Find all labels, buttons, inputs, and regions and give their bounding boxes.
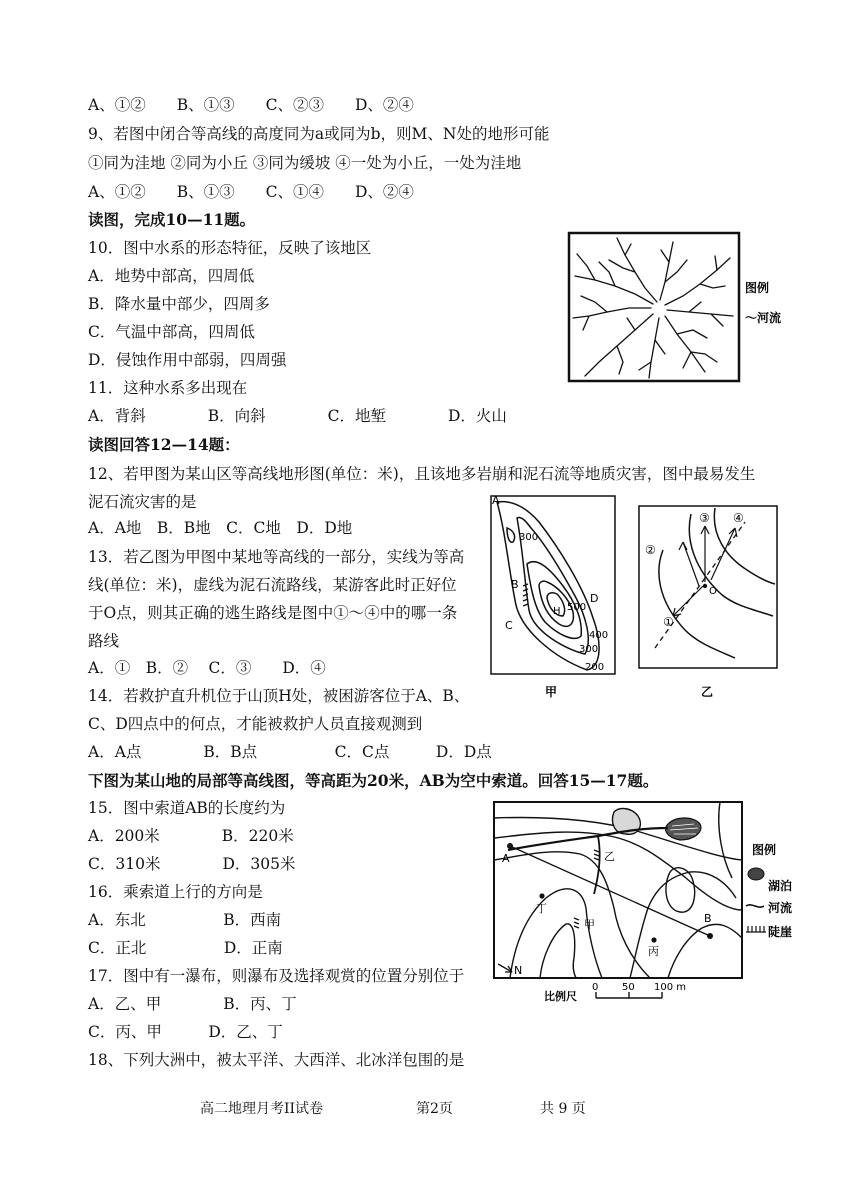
- q13-stem-cont: 线(单位：米)，虚线为泥石流路线，某游客此时正好位: [88, 576, 457, 594]
- q10-stem: 10．图中水系的形态特征，反映了该地区: [88, 239, 372, 257]
- legend-lake-label: 湖泊: [768, 879, 793, 893]
- q17-options-cd: C．丙、甲 D．乙、丁: [88, 1023, 283, 1041]
- q10-option-a: A．地势中部高，四周低: [88, 267, 255, 285]
- point-a: [507, 843, 513, 849]
- legend-lake-symbol: [748, 868, 764, 880]
- route-3-label: ③: [699, 511, 710, 525]
- q14-stem-cont: C、D四点中的何点，才能被救护人员直接观测到: [88, 715, 423, 733]
- label-c: C: [505, 619, 513, 632]
- legend-river-symbol: [746, 905, 764, 907]
- q12-options: A．A地 B．B地 C．C地 D．D地: [88, 519, 353, 537]
- label-bing: 丙: [648, 945, 659, 958]
- contour-map-figure: [485, 490, 785, 706]
- q18-stem: 18、下列大洲中，被太平洋、大西洋、北冰洋包围的是: [88, 1051, 465, 1069]
- legend-title: 图例: [745, 281, 770, 295]
- contour-lines-yi: [659, 508, 775, 658]
- point-ding: [539, 893, 544, 898]
- label-a: A: [492, 494, 500, 507]
- q9-options: A、①② B、①③ C、①④ D、②④: [88, 183, 414, 201]
- contour-label-400: 400: [589, 630, 609, 641]
- ropeway-contour-figure: [490, 798, 810, 1010]
- point-b: [707, 933, 713, 939]
- q17-stem: 17．图中有一瀑布，则瀑布及选择观赏的位置分别位于: [88, 967, 465, 985]
- q16-stem: 16．乘索道上行的方向是: [88, 883, 263, 901]
- debris-flow-route: [655, 522, 745, 648]
- q17-options-ab: A．乙、甲 B．丙、丁: [88, 995, 297, 1013]
- q16-options-ab: A．东北 B．西南: [88, 911, 282, 929]
- scale-tick-0: 0: [592, 982, 599, 993]
- label-b: B: [511, 578, 519, 591]
- route-1-label: ①: [663, 615, 674, 629]
- label-jia: 甲: [584, 918, 595, 931]
- footer-title: 高二地理月考II试卷: [200, 1101, 324, 1117]
- q12-stem-cont: 泥石流灾害的是: [88, 493, 197, 511]
- point-o-label: O: [709, 586, 717, 597]
- q13-stem-cont: 于O点，则其正确的逃生路线是图中①～④中的哪一条: [88, 604, 458, 622]
- label-h: H: [553, 606, 561, 617]
- q16-options-cd: C．正北 D．正南: [88, 939, 283, 957]
- q14-options: A．A点 B．B点 C．C点 D．D点: [88, 743, 492, 761]
- point-bing: [651, 937, 656, 942]
- q11-stem: 11．这种水系多出现在: [88, 379, 248, 397]
- label-a: A: [502, 852, 510, 865]
- q10-option-d: D．侵蚀作用中部弱，四周强: [88, 351, 287, 369]
- contour-label-200: 200: [585, 662, 605, 673]
- q13-options: A．① B．② C．③ D．④: [88, 659, 326, 677]
- route-2-label: ②: [645, 543, 656, 557]
- route-4-label: ④: [733, 511, 744, 525]
- river-network: [573, 238, 733, 378]
- radial-drainage-figure: [565, 230, 795, 385]
- caption-yi: 乙: [701, 685, 714, 699]
- scale-label: 比例尺: [544, 990, 577, 1003]
- legend-river-label: ～河流: [745, 311, 782, 325]
- q15-stem: 15．图中索道AB的长度约为: [88, 799, 286, 817]
- q8-options: A、①② B、①③ C、②③ D、②④: [88, 96, 414, 114]
- river: [508, 828, 668, 850]
- legend-cliff-symbol: [746, 926, 766, 932]
- escape-route-arrows: [673, 526, 737, 616]
- label-yi: 乙: [604, 850, 615, 863]
- q9-stem: 9、若图中闭合等高线的高度同为a或同为b，则M、N处的地形可能: [88, 125, 550, 143]
- legend-cliff-label: 陡崖: [768, 925, 793, 939]
- point-o-marker: [703, 584, 707, 588]
- q10-option-c: C．气温中部高，四周低: [88, 323, 255, 341]
- label-ding: 丁: [536, 902, 547, 915]
- north-label: N: [514, 964, 523, 977]
- scale-tick-100: 100 m: [654, 982, 687, 993]
- map-yi-frame: [639, 506, 777, 668]
- caption-jia: 甲: [545, 685, 558, 699]
- q13-stem: 13．若乙图为甲图中某地等高线的一部分，实线为等高: [88, 548, 465, 566]
- q12-stem: 12、若甲图为某山区等高线地形图(单位：米)，且该地多岩崩和泥石流等地质灾害，图中最易发生: [88, 465, 756, 483]
- legend-river-label: 河流: [768, 901, 793, 915]
- q15-options-ab: A．200米 B．220米: [88, 827, 294, 845]
- q14-stem: 14．若救护直升机位于山顶H处，被困游客位于A、B、: [88, 687, 470, 705]
- section-heading: 读图回答12—14题：: [88, 435, 240, 454]
- q11-options: A．背斜 B．向斜 C．地堑 D．火山: [88, 407, 507, 425]
- q9-items: ①同为洼地 ②同为小丘 ③同为缓坡 ④一处为小丘，一处为洼地: [88, 154, 522, 172]
- footer-total: 共 9 页: [540, 1101, 586, 1117]
- section-heading: 下图为某山地的局部等高线图，等高距为20米，AB为空中索道。回答15—17题。: [88, 771, 659, 790]
- label-b: B: [704, 912, 712, 925]
- q10-option-b: B．降水量中部少，四周多: [88, 295, 270, 313]
- legend-title: 图例: [752, 843, 777, 857]
- contour-label-300-top: 300: [519, 532, 539, 543]
- contour-label-300: 300: [579, 644, 599, 655]
- section-heading: 读图，完成10—11题。: [88, 210, 256, 229]
- q13-stem-cont: 路线: [88, 632, 120, 650]
- footer-page: 第2页: [416, 1101, 453, 1117]
- label-d: D: [590, 592, 599, 605]
- scale-tick-50: 50: [622, 982, 635, 993]
- contour-label-500: 500: [567, 602, 587, 613]
- q15-options-cd: C．310米 D．305米: [88, 855, 296, 873]
